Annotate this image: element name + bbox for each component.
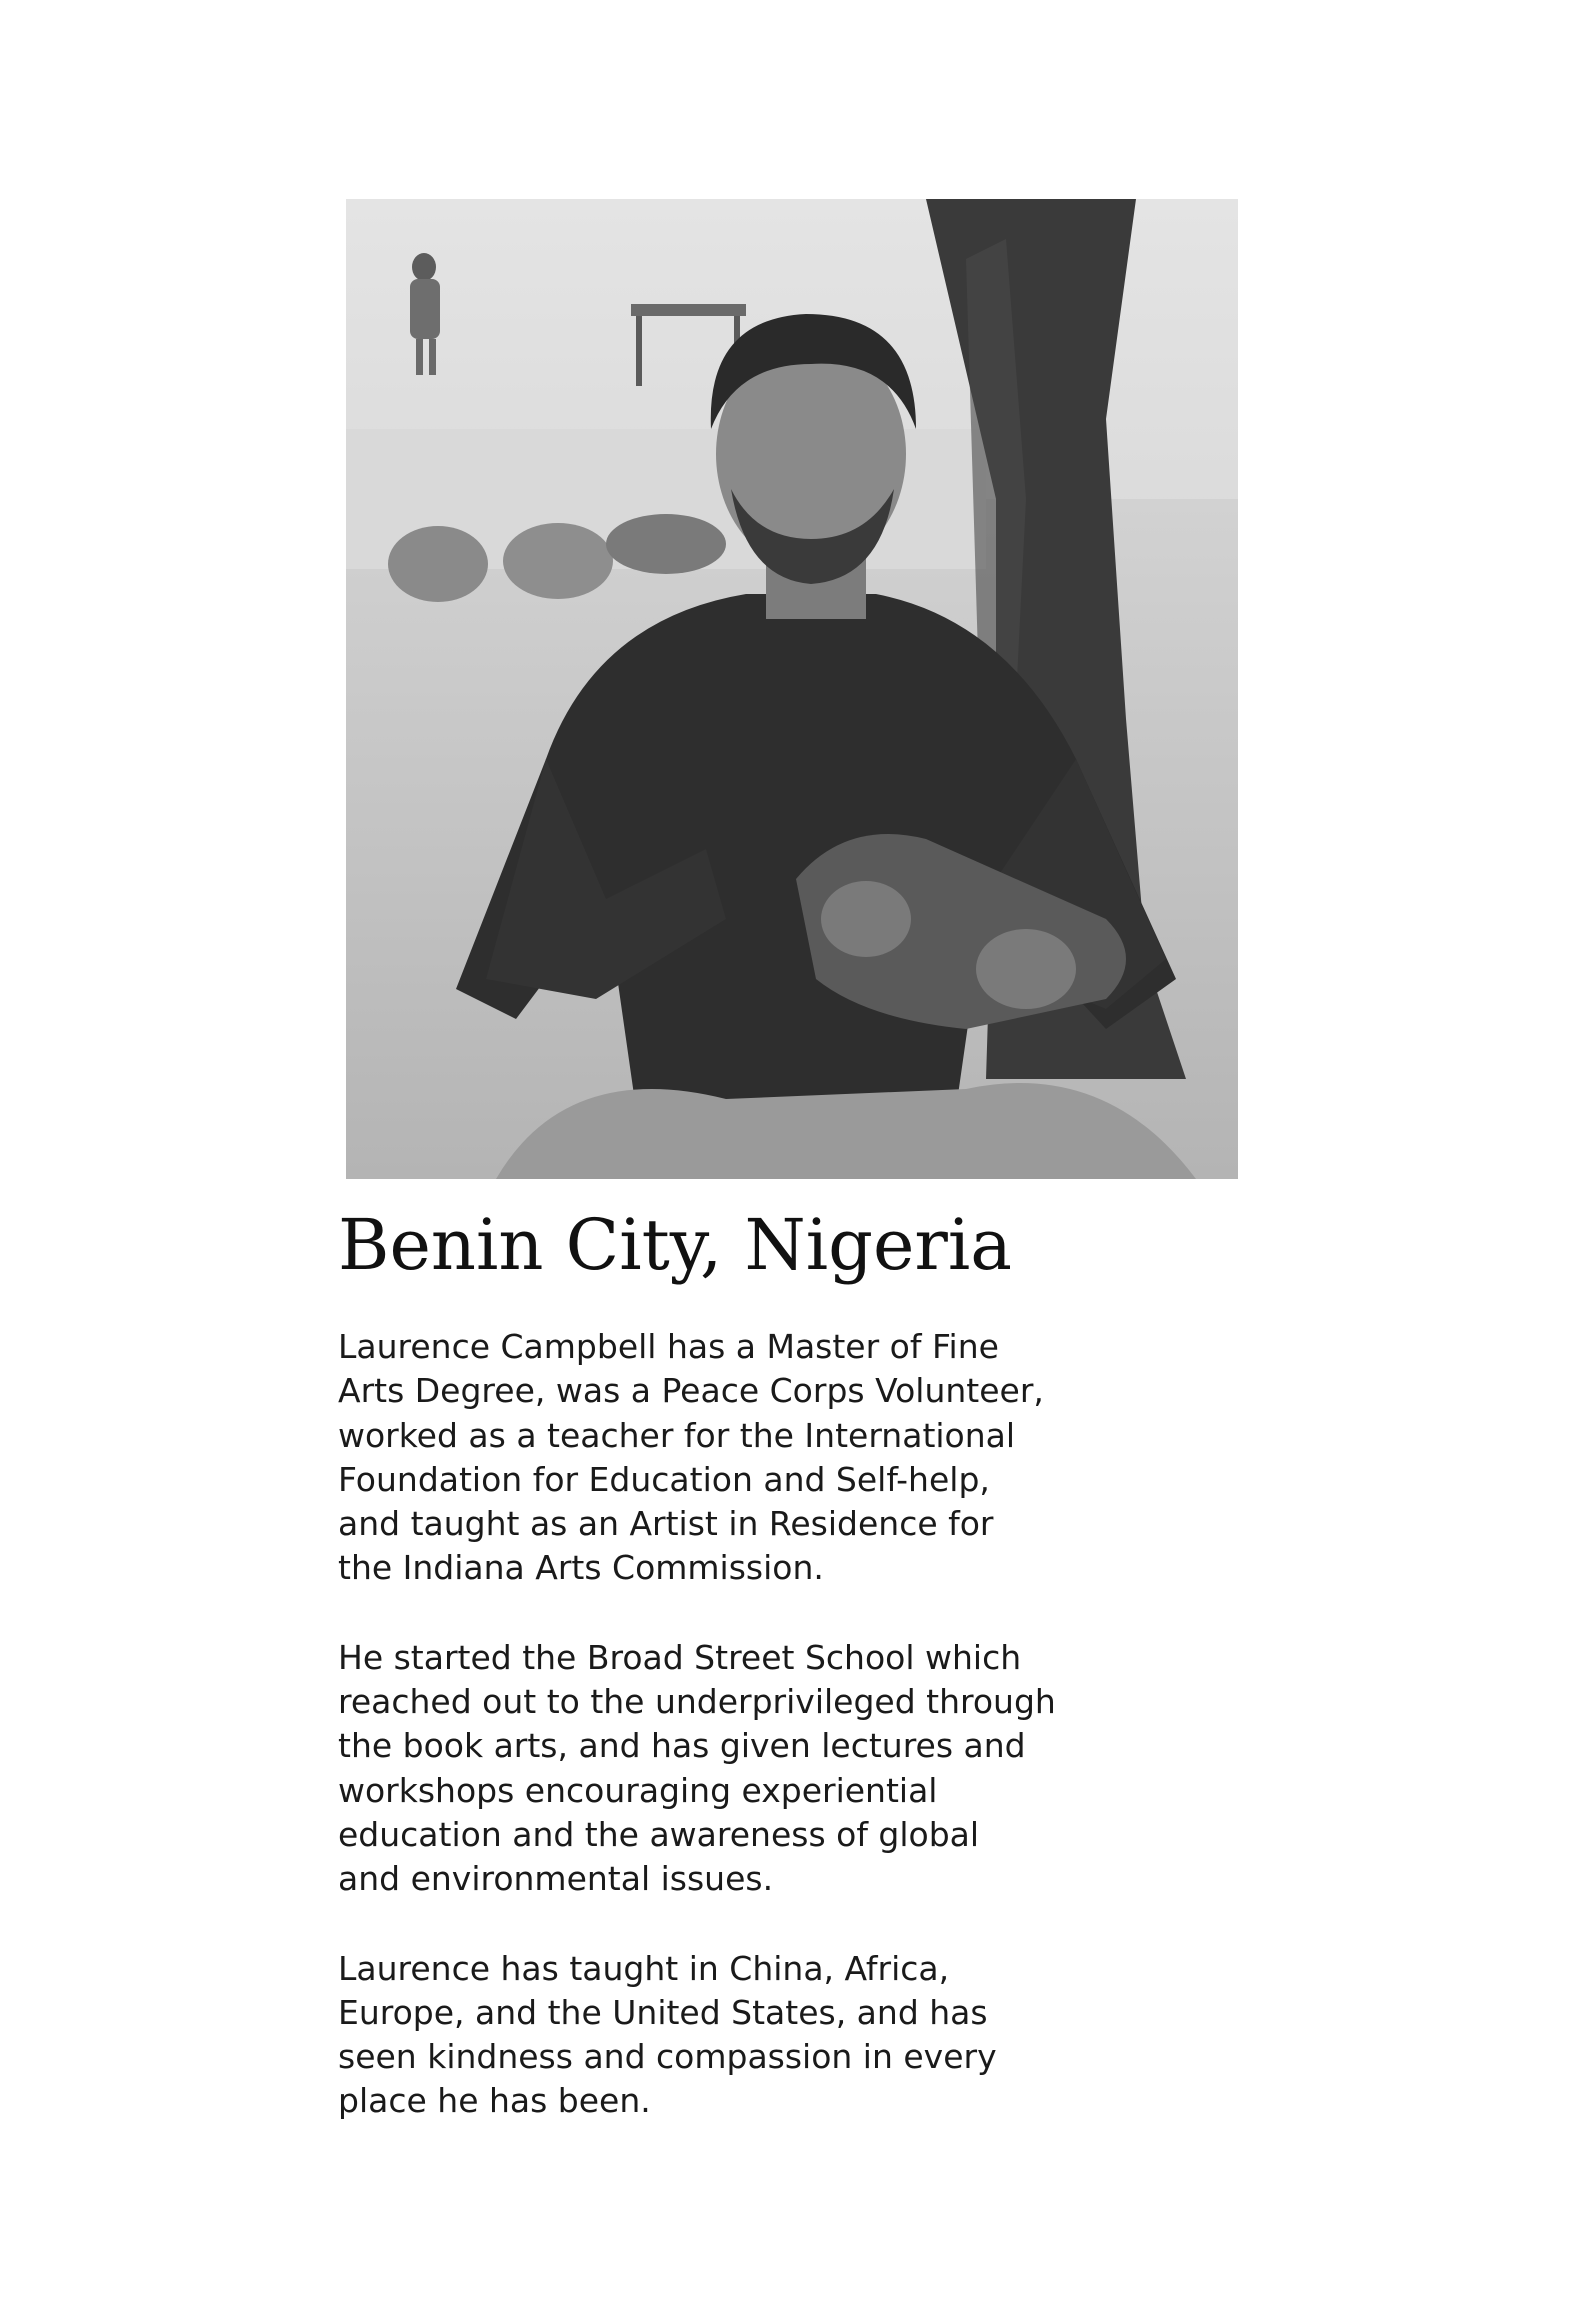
portrait-photo	[346, 199, 1238, 1179]
biography-text	[338, 1325, 1238, 2169]
portrait-photo-illustration	[346, 199, 1238, 1179]
bio-paragraph-education: Laurence Campbell has a Master of Fine Arts Degree, was a Peace Corps Volunteer, worked as a teacher for the International Foundation for Education and Self-help, and taught as an Artist in Residence for the Indiana Arts Commission.	[338, 1327, 1044, 1588]
bio-paragraph-travels: Laurence has taught in China, Africa, Europe, and the United States, and has seen kindness and compassion in every place he has been.	[338, 1948, 997, 2121]
bio-paragraph-broad-street-school: He started the Broad Street School which reached out to the underprivileged through the book arts, and has given lectures and workshops encouraging experiential education and the awareness of global and environmental issues.	[338, 1637, 1056, 1899]
photo-caption-title: Benin City, Nigeria	[338, 1204, 1012, 1286]
